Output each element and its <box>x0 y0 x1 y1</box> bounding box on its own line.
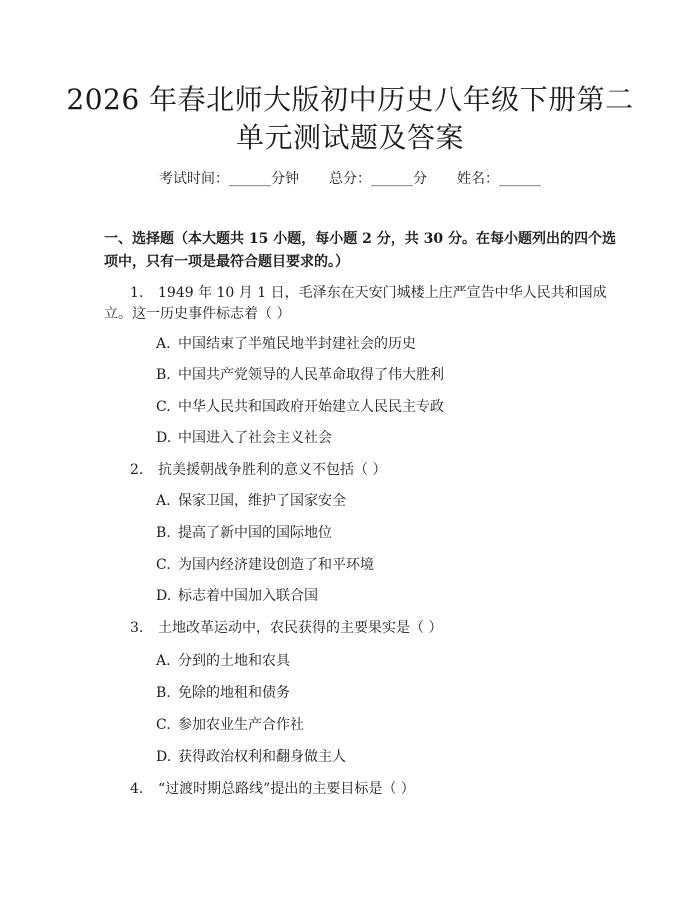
question-text: 土地改革运动中，农民获得的主要果实是（ ） <box>158 620 443 636</box>
option-letter: A. <box>156 493 171 509</box>
time-blank: ______ <box>229 171 271 187</box>
page-title-line-2: 单元测试题及答案 <box>235 121 464 154</box>
option-text: 免除的地租和债务 <box>178 685 290 701</box>
option-text: 获得政治权利和翻身做主人 <box>178 749 346 765</box>
option-letter: D. <box>156 588 172 604</box>
question-2-option-a[interactable] <box>156 490 346 512</box>
question-3-option-b[interactable] <box>156 682 290 704</box>
question-3-option-a[interactable] <box>156 650 290 672</box>
question-1-stem <box>130 282 607 304</box>
option-letter: A. <box>156 653 171 669</box>
question-1-option-d[interactable] <box>156 427 332 449</box>
time-label: 考试时间： <box>159 171 229 187</box>
option-text: 为国内经济建设创造了和平环境 <box>178 557 374 573</box>
question-2-option-c[interactable] <box>156 554 374 576</box>
score-label: 总分： <box>329 171 371 187</box>
question-2-option-d[interactable] <box>156 585 318 607</box>
question-4-stem <box>130 778 415 800</box>
question-number: 1. <box>130 285 144 301</box>
option-text: 提高了新中国的国际地位 <box>178 525 332 541</box>
option-text: 参加农业生产合作社 <box>178 717 304 733</box>
option-letter: C. <box>156 399 171 415</box>
question-2-stem <box>130 459 386 481</box>
question-1-option-a[interactable] <box>156 333 416 355</box>
question-1-option-c[interactable] <box>156 396 444 418</box>
option-text: 标志着中国加入联合国 <box>178 588 318 604</box>
question-text: 抗美援朝战争胜利的意义不包括（ ） <box>158 462 387 478</box>
question-text: 1949 年 10 月 1 日，毛泽东在天安门城楼上庄严宣告中华人民共和国成 <box>158 285 607 301</box>
question-number: 4. <box>130 781 144 797</box>
question-number: 2. <box>130 462 144 478</box>
question-1-option-b[interactable] <box>156 364 444 386</box>
option-text: 分到的土地和农具 <box>178 653 290 669</box>
option-letter: C. <box>156 717 171 733</box>
question-2-option-b[interactable] <box>156 522 332 544</box>
question-1-stem-cont: 立。这一历史事件标志着（ ） <box>104 306 291 322</box>
option-text: 中国结束了半殖民地半封建社会的历史 <box>178 336 416 352</box>
option-letter: B. <box>156 367 171 383</box>
option-letter: A. <box>156 336 171 352</box>
question-number: 3. <box>130 620 144 636</box>
score-blank: ______ <box>371 171 413 187</box>
score-unit: 分 <box>413 171 427 187</box>
section-heading-line-1: 一、选择题（本大题共 15 小题，每小题 2 分，共 30 分。在每小题列出的四个选 <box>104 231 616 247</box>
name-label: 姓名： <box>457 171 499 187</box>
exam-meta <box>0 169 700 189</box>
option-letter: B. <box>156 525 171 541</box>
option-letter: D. <box>156 749 172 765</box>
time-unit: 分钟 <box>271 171 299 187</box>
question-text: “过渡时期总路线”提出的主要目标是（ ） <box>158 781 415 797</box>
option-text: 中国共产党领导的人民革命取得了伟大胜利 <box>178 367 444 383</box>
page-title-line-1: 2026 年春北师大版初中历史八年级下册第二 <box>66 83 634 116</box>
question-3-option-c[interactable] <box>156 714 304 736</box>
option-letter: B. <box>156 685 171 701</box>
option-text: 中华人民共和国政府开始建立人民民主专政 <box>178 399 444 415</box>
section-heading-line-2: 项中，只有一项是最符合题目要求的。） <box>104 254 349 270</box>
name-blank: ______ <box>499 171 541 187</box>
option-letter: C. <box>156 557 171 573</box>
option-text: 保家卫国，维护了国家安全 <box>178 493 346 509</box>
question-3-stem <box>130 617 442 639</box>
option-letter: D. <box>156 430 172 446</box>
option-text: 中国进入了社会主义社会 <box>178 430 332 446</box>
question-3-option-d[interactable] <box>156 746 346 768</box>
